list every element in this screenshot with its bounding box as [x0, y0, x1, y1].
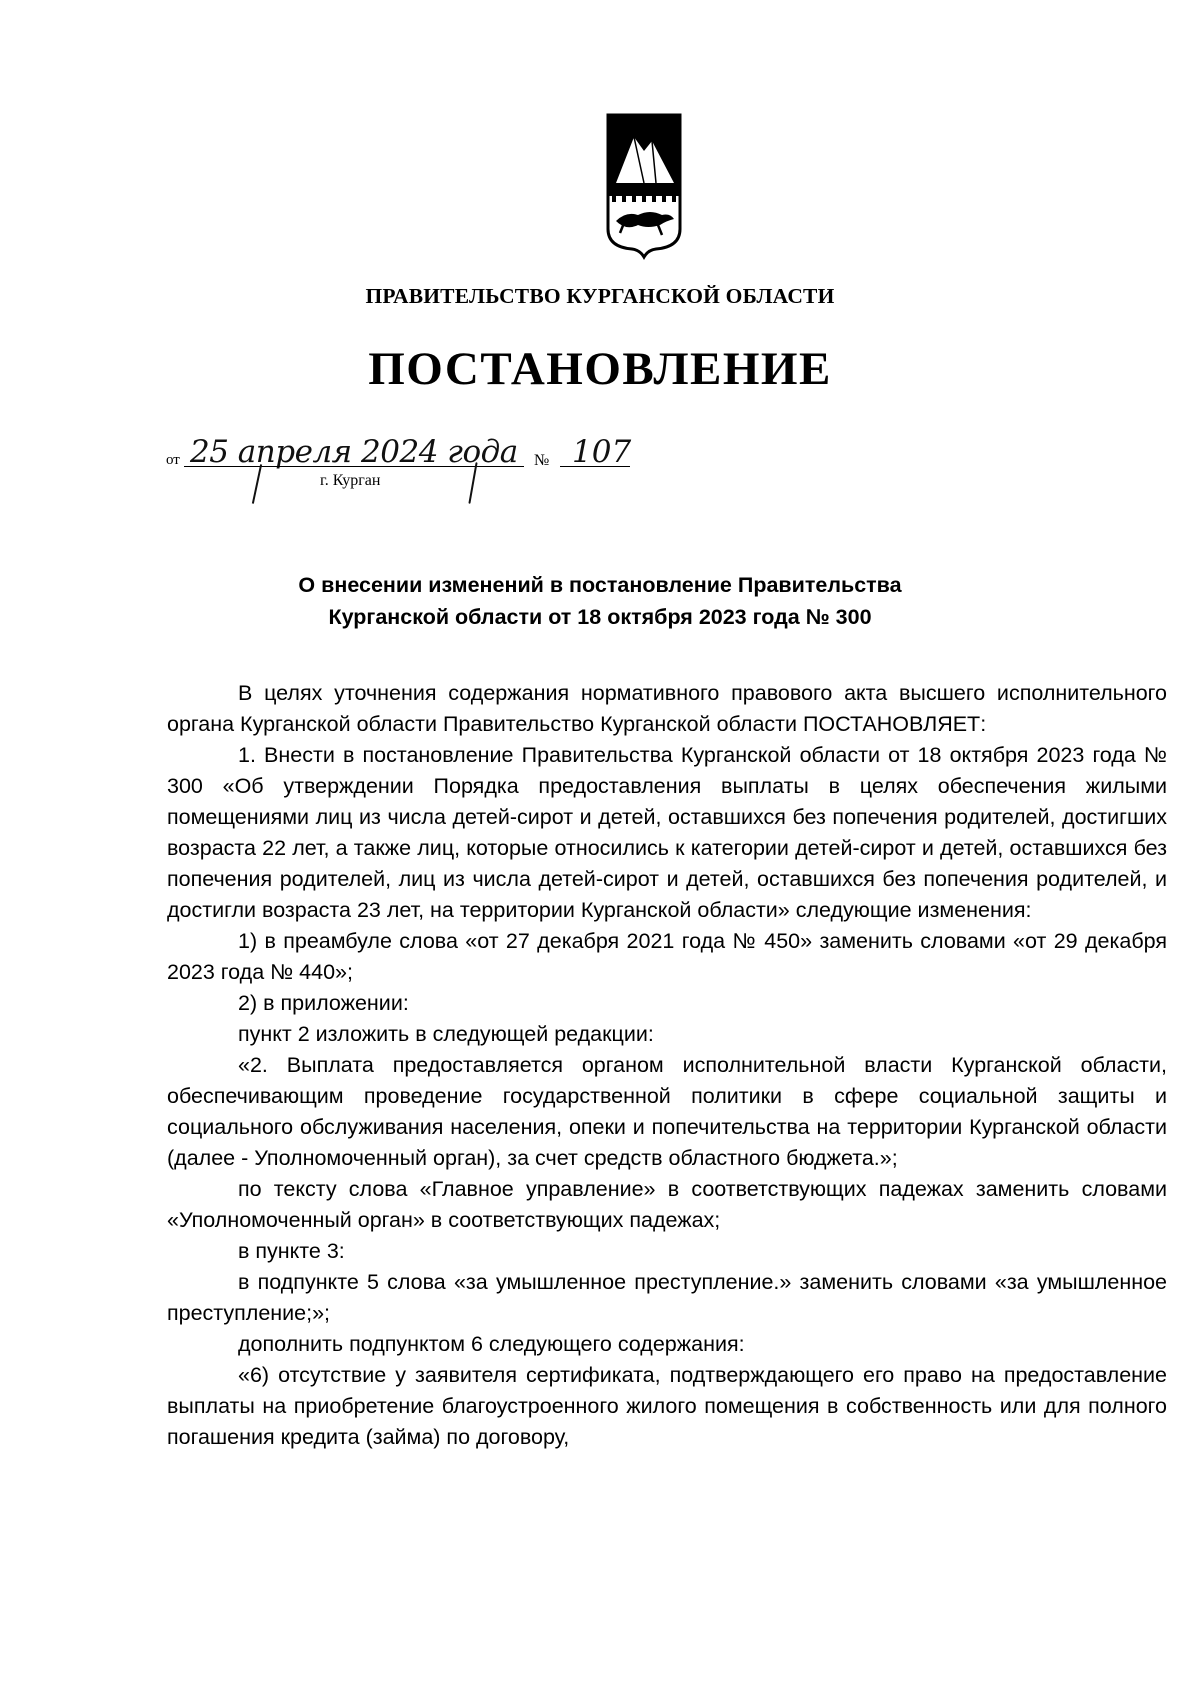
handwritten-date: 25 апреля 2024 года: [190, 434, 518, 470]
document-subject: [0, 569, 1200, 633]
body-paragraph: «2. Выплата предоставляется органом исполнительной власти Курганской области, обеспечивающим проведение государственной политики в сфере социальной защиты и социального обслуживания населения, опеки и попечительства на территории Курганской области (далее - Уполномоченный орган), за счет средств областного бюджета.»;: [167, 1053, 1167, 1170]
body-paragraph: В целях уточнения содержания нормативного правового акта высшего исполнительного органа Курганской области Правительство Курганской области ПОСТАНОВЛЯЕТ:: [167, 681, 1167, 736]
date-from-label: от: [166, 452, 180, 468]
subject-line: О внесении изменений в постановление Правительства: [298, 573, 902, 597]
body-paragraph: в пункте 3:: [238, 1239, 345, 1263]
body-paragraph: 1. Внести в постановление Правительства Курганской области от 18 октября 2023 года № 300 «Об утверждении Порядка предоставления выплаты в целях обеспечения жилыми помещениями лиц из числа детей-сирот и детей, оставшихся без попечения родителей, достигших возраста 22 лет, а также лиц, которые относились к категории детей-сирот и детей, оставшихся без попечения родителей, лиц из числа детей-сирот и детей, оставшихся без попечения родителей, и достигли возраста 23 лет, на территории Курганской области» следующие изменения:: [167, 743, 1167, 922]
body-paragraph: пункт 2 изложить в следующей редакции:: [238, 1022, 654, 1046]
body-paragraph: «6) отсутствие у заявителя сертификата, подтверждающего его право на предоставление выплаты на приобретение благоустроенного жилого помещения в собственность или для полного погашения кредита (займа) по договору,: [167, 1363, 1167, 1449]
dateline: [160, 434, 680, 520]
date-underline: [184, 466, 524, 467]
subject-line: Курганской области от 18 октября 2023 года № 300: [328, 605, 872, 629]
handwritten-number: 107: [572, 434, 632, 470]
number-label: №: [534, 452, 550, 469]
body-paragraph: дополнить подпунктом 6 следующего содержания:: [238, 1332, 745, 1356]
body-paragraph: в подпункте 5 слова «за умышленное преступление.» заменить словами «за умышленное преступление;»;: [167, 1270, 1167, 1325]
document-type-title: ПОСТАНОВЛЕНИЕ: [368, 343, 832, 395]
number-underline: [560, 466, 630, 467]
coat-of-arms-emblem: [604, 111, 684, 261]
document-body: [167, 678, 1167, 1453]
body-paragraph: 2) в приложении:: [238, 991, 409, 1015]
city-label: г. Курган: [320, 472, 381, 489]
body-paragraph: 1) в преамбуле слова «от 27 декабря 2021 года № 450» заменить словами «от 29 декабря 2023 года № 440»;: [167, 929, 1167, 984]
organization-name: ПРАВИТЕЛЬСТВО КУРГАНСКОЙ ОБЛАСТИ: [365, 284, 835, 308]
handwriting-stroke: [252, 464, 262, 504]
body-paragraph: по тексту слова «Главное управление» в соответствующих падежах заменить словами «Уполномоченный орган» в соответствующих падежах;: [167, 1177, 1167, 1232]
